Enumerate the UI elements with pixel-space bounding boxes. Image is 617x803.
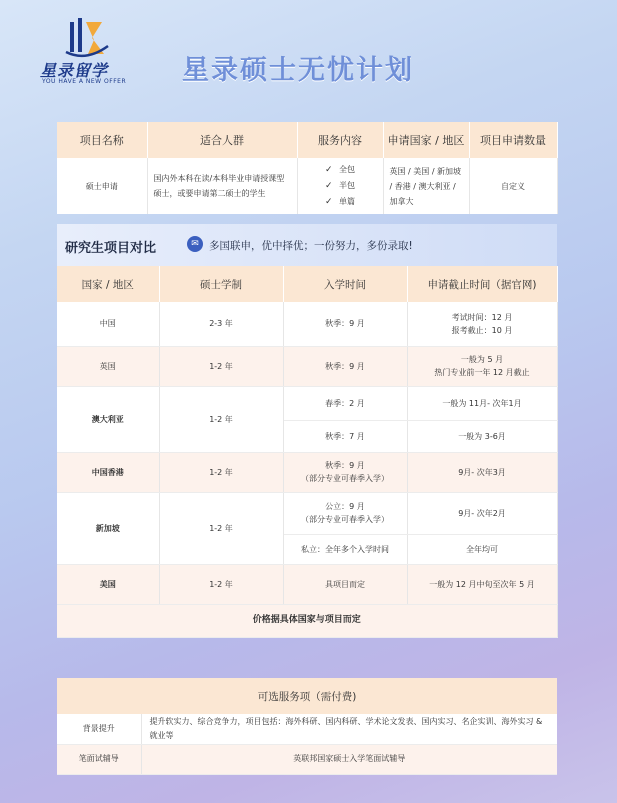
duration-cell: 1-2 年 bbox=[159, 564, 283, 604]
deadline-cell: 一般为 5 月 热门专业前一年 12 月截止 bbox=[407, 346, 557, 386]
brand-logo bbox=[40, 14, 140, 84]
deadline-cell: 一般为 12 月中旬至次年 5 月 bbox=[407, 564, 557, 604]
country-cell: 英国 bbox=[57, 346, 159, 386]
intake-cell: 私立：全年多个入学时间 bbox=[283, 534, 407, 564]
deadline-cell: 9月- 次年3月 bbox=[407, 452, 557, 492]
deadline-cell: 全年均可 bbox=[407, 534, 557, 564]
duration-cell: 1-2 年 bbox=[159, 452, 283, 492]
deadline-cell: 9月- 次年2月 bbox=[407, 492, 557, 534]
service-item: ✓ 单篇 bbox=[325, 194, 355, 210]
intake-cell: 公立：9 月 （部分专业可春季入学） bbox=[283, 492, 407, 534]
page-title: 星录硕士无忧计划 bbox=[182, 55, 414, 86]
plan-header-audience: 适合人群 bbox=[147, 122, 297, 158]
compare-header-intake: 入学时间 bbox=[283, 266, 407, 302]
country-cell: 中国 bbox=[57, 302, 159, 346]
intake-cell: 具项目而定 bbox=[283, 564, 407, 604]
plan-quantity: 自定义 bbox=[469, 158, 557, 214]
optional-label: 背景提升 bbox=[57, 714, 141, 744]
optional-desc: 提升软实力、综合竞争力，项目包括：海外科研、国内科研、学术论文发表、国内实习、名企实训、海外实习 & 就业等 bbox=[141, 714, 557, 744]
intake-cell: 春季：2 月 bbox=[283, 386, 407, 420]
logo-mark-icon bbox=[62, 16, 112, 62]
optional-services-table bbox=[57, 678, 557, 775]
service-item: ✓ 半包 bbox=[325, 178, 355, 194]
duration-cell: 1-2 年 bbox=[159, 492, 283, 564]
service-item: ✓ 全包 bbox=[325, 162, 355, 178]
compare-header-country: 国家 / 地区 bbox=[57, 266, 159, 302]
section-slogan: 多国联申，优中择优；一份努力，多份录取! bbox=[209, 240, 413, 252]
country-cell: 中国香港 bbox=[57, 452, 159, 492]
brand-slogan: YOU HAVE A NEW OFFER bbox=[42, 78, 127, 85]
plan-countries: 英国 / 美国 / 新加坡 / 香港 / 澳大利亚 / 加拿大 bbox=[383, 158, 469, 214]
deadline-cell: 一般为 3-6月 bbox=[407, 420, 557, 452]
deadline-cell: 考试时间：12 月 报考截止：10 月 bbox=[407, 302, 557, 346]
plan-table bbox=[57, 122, 558, 214]
check-icon: ✓ bbox=[325, 181, 333, 191]
check-icon: ✓ bbox=[325, 197, 333, 207]
brand-name: 星录留学 bbox=[40, 61, 109, 80]
plan-header-quantity: 项目申请数量 bbox=[469, 122, 557, 158]
optional-header: 可选服务项（需付费) bbox=[57, 678, 557, 714]
deadline-cell: 一般为 11月- 次年1月 bbox=[407, 386, 557, 420]
country-cell: 澳大利亚 bbox=[57, 386, 159, 452]
intake-cell: 秋季：9 月 bbox=[283, 346, 407, 386]
intake-cell: 秋季：7 月 bbox=[283, 420, 407, 452]
plan-name: 硕士申请 bbox=[57, 158, 147, 214]
mail-icon: ✉ bbox=[187, 236, 203, 252]
plan-header-services: 服务内容 bbox=[297, 122, 383, 158]
intake-cell: 秋季：9 月 （部分专业可春季入学） bbox=[283, 452, 407, 492]
optional-label: 笔面试辅导 bbox=[57, 744, 141, 774]
duration-cell: 2-3 年 bbox=[159, 302, 283, 346]
price-footnote: 价格据具体国家与项目而定 bbox=[57, 604, 557, 637]
intake-cell: 秋季：9 月 bbox=[283, 302, 407, 346]
country-cell: 美国 bbox=[57, 564, 159, 604]
compare-table bbox=[57, 266, 558, 638]
country-cell: 新加坡 bbox=[57, 492, 159, 564]
plan-header-name: 项目名称 bbox=[57, 122, 147, 158]
optional-desc: 英联邦国家硕士入学笔面试辅导 bbox=[141, 744, 557, 774]
plan-header-countries: 申请国家 / 地区 bbox=[383, 122, 469, 158]
compare-header-duration: 硕士学制 bbox=[159, 266, 283, 302]
plan-audience: 国内外本科在读/本科毕业申请授课型硕士，或要申请第二硕士的学生 bbox=[147, 158, 297, 214]
check-icon: ✓ bbox=[325, 165, 333, 175]
compare-header-deadline: 申请截止时间（据官网) bbox=[407, 266, 557, 302]
plan-services bbox=[297, 158, 383, 214]
duration-cell: 1-2 年 bbox=[159, 346, 283, 386]
section-title: 研究生项目对比 bbox=[65, 241, 157, 256]
duration-cell: 1-2 年 bbox=[159, 386, 283, 452]
section-header bbox=[57, 224, 557, 266]
